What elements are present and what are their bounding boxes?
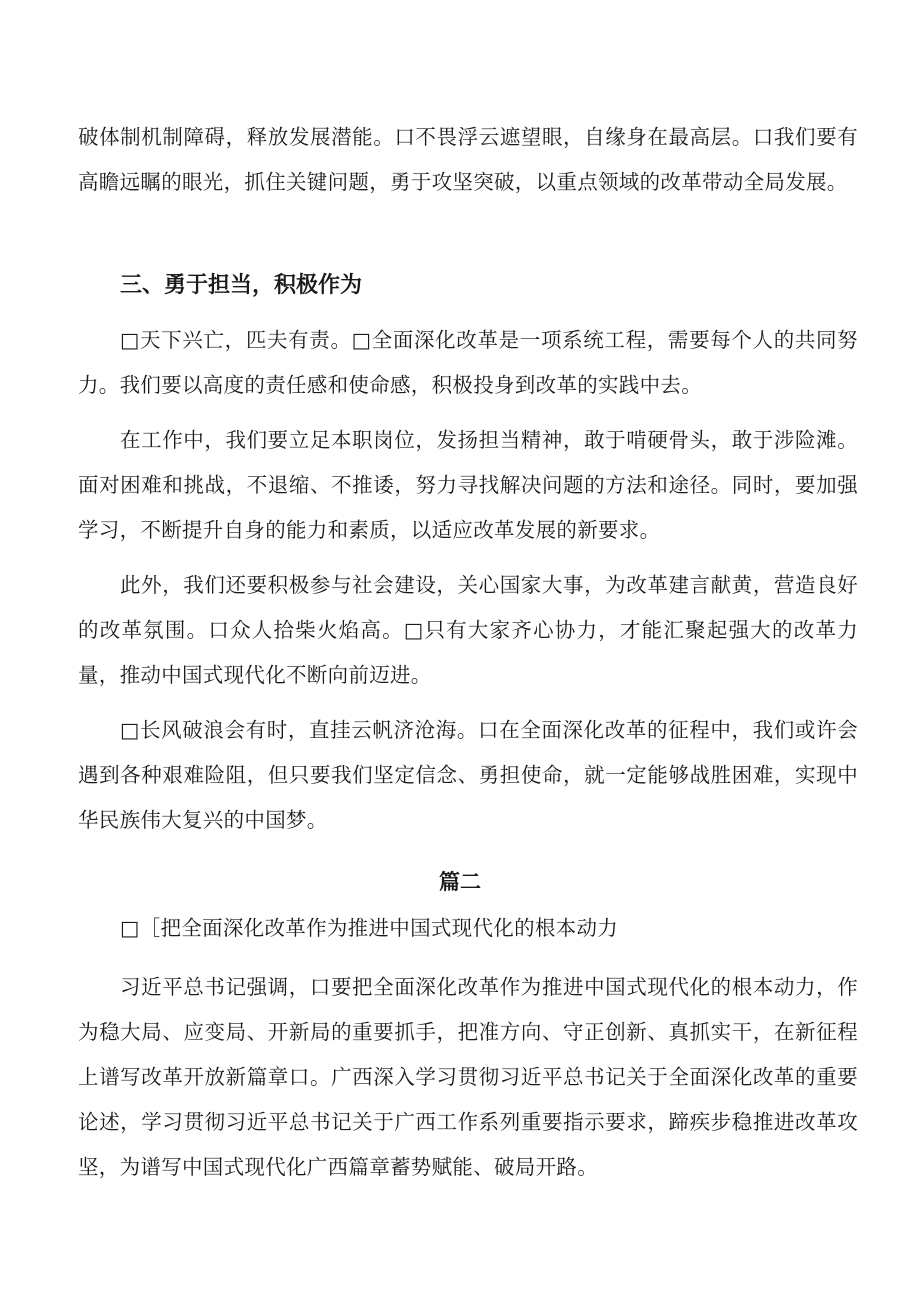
paragraph-work-duty: 在工作中，我们要立足本职岗位，发扬担当精神，敢于啃硬骨头，敢于涉险滩。面对困难和挑战，不退缩、不推诿，努力寻找解决问题的方法和途径。同时，要加强学习，不断提升自身的能力和素质，以适应改革发展的新要求。 bbox=[78, 428, 858, 542]
paragraph-everyone-responsible: □天下兴亡，匹夫有责。□全面深化改革是一项系统工程，需要每个人的共同努力。我们要以高度的责任感和使命感，积极投身到改革的实践中去。 bbox=[78, 328, 858, 397]
paragraph-part-two-subtitle: □［把全面深化改革作为推进中国式现代化的根本动力 bbox=[120, 916, 619, 940]
paragraph-guangxi-reform: 习近平总书记强调，口要把全面深化改革作为推进中国式现代化的根本动力，作为稳大局、应变局、开新局的重要抓手，把准方向、守正创新、真抓实干，在新征程上谱写改革开放新篇章口。广西深入学习贯彻习近平总书记关于全面深化改革的重要论述，学习贯彻习近平总书记关于广西工作系列重要指示要求，蹄疾步稳推进改革攻坚，为谱写中国式现代化广西篇章蓄势赋能、破局开路。 bbox=[78, 975, 858, 1179]
section-title-part-two: 篇二 bbox=[439, 870, 481, 894]
paragraph-social-participation: 此外，我们还要积极参与社会建设，关心国家大事，为改革建言献黄，营造良好的改革氛围。口众人拾柴火焰高。□只有大家齐心协力，才能汇聚起强大的改革力量，推动中国式现代化不断向前迈进。 bbox=[78, 573, 858, 687]
paragraph-reform-obstacles: 破体制机制障碍，释放发展潜能。口不畏浮云遮望眼，自缘身在最高层。口我们要有高瞻远瞩的眼光，抓住关键问题，勇于攻坚突破，以重点领域的改革带动全局发展。 bbox=[78, 125, 858, 194]
paragraph-chinese-dream: □长风破浪会有时，直挂云帆济沧海。口在全面深化改革的征程中，我们或许会遇到各种艰难险阻，但只要我们坚定信念、勇担使命，就一定能够战胜困难，实现中华民族伟大复兴的中国梦。 bbox=[78, 718, 858, 832]
section-heading-take-responsibility: 三、勇于担当，积极作为 bbox=[120, 273, 363, 298]
